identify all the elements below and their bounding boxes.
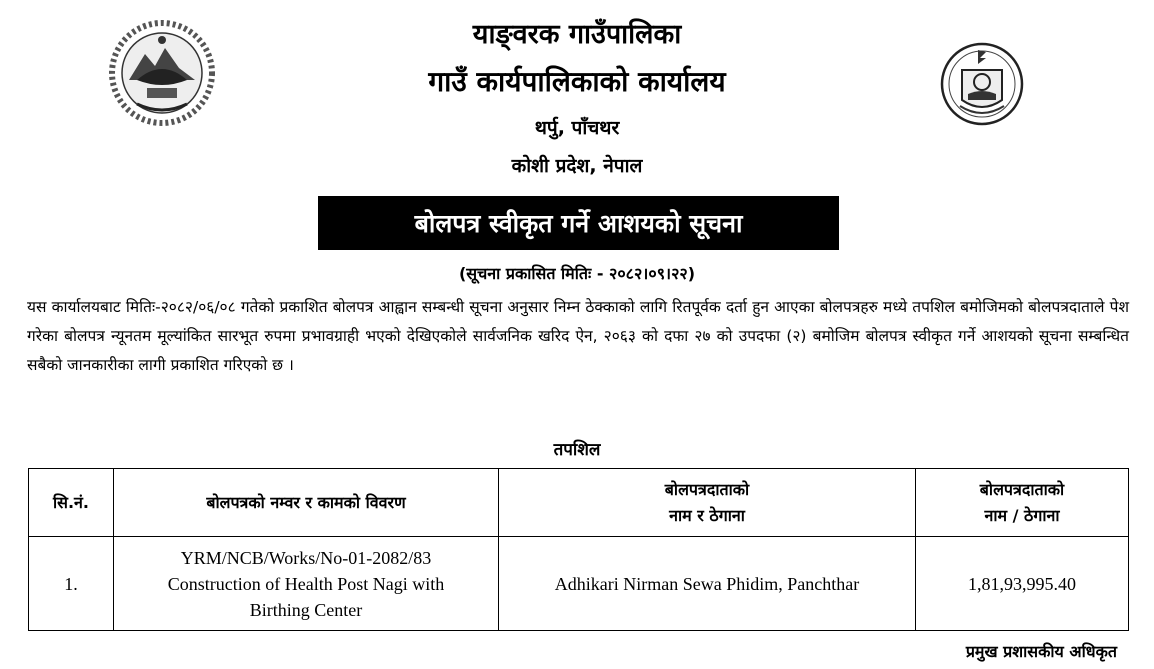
- office-name: गाउँ कार्यपालिकाको कार्यालय: [428, 65, 726, 98]
- publish-date: (सूचना प्रकासित मितिः - २०८२।०९।२२): [458, 264, 696, 283]
- organization-name: याङ्वरक गाउँपालिका: [472, 19, 682, 50]
- cell-amount: 1,81,93,995.40: [916, 537, 1129, 631]
- table-row: [29, 537, 1129, 631]
- col-bidder-header-line2: नाम र ठेगाना: [669, 505, 745, 525]
- signatory-title: प्रमुख प्रशासकीय अधिकृत: [965, 642, 1117, 661]
- office-province: कोशी प्रदेश, नेपाल: [511, 155, 643, 177]
- col-sn-header: सि.नं.: [29, 469, 114, 537]
- cell-bidder: Adhikari Nirman Sewa Phidim, Panchthar: [499, 537, 916, 631]
- notice-title: बोलपत्र स्वीकृत गर्ने आशयको सूचना: [318, 196, 839, 250]
- col-bidder-header: [499, 469, 916, 537]
- contract-number: YRM/NCB/Works/No-01-2082/83: [180, 547, 432, 568]
- details-heading: तपशिल: [553, 440, 601, 460]
- col-amount-header-line2: नाम / ठेगाना: [984, 505, 1060, 525]
- notice-body: यस कार्यालयबाट मितिः-२०८२/०६/०८ गतेको प्रकाशित बोलपत्र आह्वान सम्बन्धी सूचना अनुसार निम्न ठेक्काको लागि रितपूर्वक दर्ता हुन आएका बोलपत्रहरु मध्ये तपशिल बमोजिमको बोलपत्रदाताले पेश गरेका बोलपत्र न्यूनतम मूल्यांकित सारभूत रुपमा प्रभावग्राही भएको देखिएकोले सार्वजनिक खरिद ऐन, २०६३ को दफा २७ को उपदफा (२) बमोजिम बोलपत्र स्वीकृत गर्ने आशयको सूचना सम्बन्धित सबैको जानकारीका लागी प्रकाशित गरिएको छ ।: [27, 298, 1129, 374]
- work-description-line2: Birthing Center: [249, 599, 363, 620]
- col-amount-header-line1: बोलपत्रदाताको: [979, 479, 1065, 499]
- cell-contract: [114, 537, 499, 631]
- cell-sn: 1.: [29, 537, 114, 631]
- work-description-line1: Construction of Health Post Nagi with: [167, 573, 445, 594]
- table-header-row: [29, 469, 1129, 537]
- office-location: थर्पु, पाँचथर: [534, 117, 620, 139]
- col-contract-header: बोलपत्रको नम्वर र कामको विवरण: [114, 469, 499, 537]
- award-table: [28, 468, 1129, 631]
- col-amount-header: [916, 469, 1129, 537]
- col-bidder-header-line1: बोलपत्रदाताको: [664, 479, 750, 499]
